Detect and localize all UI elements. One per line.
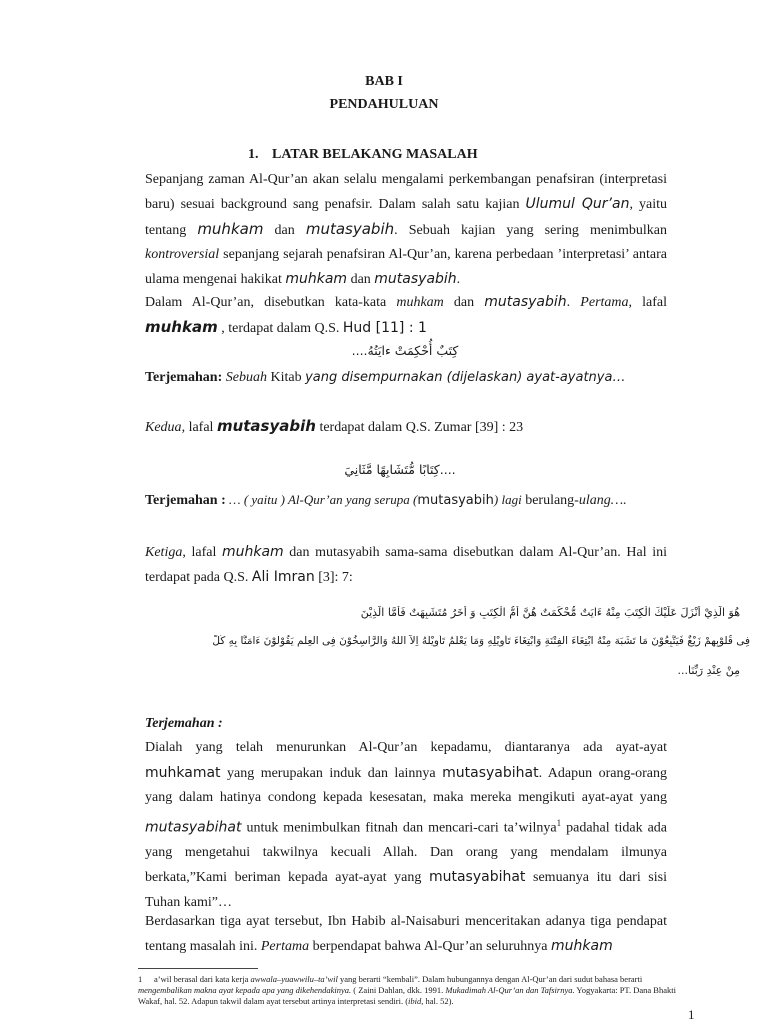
footnote-ref[interactable]: 1 [556,817,562,828]
section-heading [248,147,478,163]
arabic-verse-zumar: ....كِتَابًا مُّتَشَابِهًا مَّثَانِيَ [344,462,456,477]
page-number: 1 [688,1007,695,1022]
translation-imran-label: Terjemahan : [145,716,223,731]
paragraph-naisaburi: Berdasarkan tiga ayat tersebut, Ibn Habib al-Naisaburi menceritakan adanya tiga pendapat tentang masalah ini. Pertama berpendapat bahwa Al-Qur’an seluruhnya muhkam [145,914,667,954]
arabic-verse-hud: كِتَبٌ أُحْكِمَتْ ءايَتُهُ.... [351,343,459,358]
footnote: 1 a’wil berasal dari kata kerja awwala–yuawwilu–ta’wil yang berarti “kembali”. Dalam hubungannya dengan Al-Qur’an dari sudut bahasa berarti mengembalikan makna ayat kepada apa yang dikehendakinya. ( Zaini Dahlan, dkk. 1991. Mukadimah Al-Qur’an dan Tafsirnya. Yogyakarta: PT. Dana Bhakti Wakaf, hal. 52. Adapun takwil dalam ayat tersebut artinya interpretasi sendiri. (ibid, hal. 52). [138,974,676,1006]
arabic-verse-imran-line3: مِنْ عِنْدِ رَبِّنَا... [677,664,740,677]
chapter-label: BAB I [365,74,403,89]
chapter-title: PENDAHULUAN [329,97,439,112]
translation-zumar: Terjemahan : … ( yaitu ) Al-Qur’an yang serupa (mutasyabih) lagi berulang-ulang…. [145,492,627,508]
section-number: 1. [248,147,259,162]
paragraph-kedua: Kedua, lafal mutasyabih terdapat dalam Q.S. Zumar [39] : 23 [145,417,524,435]
footnote-number: 1 [138,974,143,984]
paragraph-intro: Sepanjang zaman Al-Qur’an akan selalu mengalami perkembangan penafsiran (interpretasi baru) sesuai background sang penafsir. Dalam salah satu kajian Ulumul Qur’an, yaitu tentang muhkam dan mutasyabih. Sebuah kajian yang sering menimbulkan kontroversial sepanjang sejarah penafsiran Al-Qur’an, karena perbedaan ’interpretasi’ antara ulama mengenai hakikat muhkam dan mutasyabih. [145,172,667,287]
translation-hud: Terjemahan: Sebuah Kitab yang disempurnakan (dijelaskan) ayat-ayatnya… [145,370,626,385]
arabic-verse-imran-line2: فِى قُلُوْبِهِمْ زَيْغٌ فَيَتَّبِعُوْنَ مَا تَشَبَهَ مِنْهُ ابْتِغَاءَ الْفِتْنَةِ وَابْتِغَاءَ تَأْوِيْلِهِ وَمَا يَعْلَمُ تَأْوِيْلَهُ اِلاَّ اللهُ وَالرَّاسِخُوْنَ فِى الْعِلْمِ يَقُوْلُوْنَ ءَامَنَّا بِهِ كُلٌّ [212,635,750,647]
paragraph-ketiga: Ketiga, lafal muhkam dan mutasyabih sama-sama disebutkan dalam Al-Qur’an. Hal ini terdapat pada Q.S. Ali Imran [3]: 7: [145,544,667,585]
arabic-verse-imran-line1: هُوَ الَّذِيْ أَنْزَلَ عَلَيْكَ الْكِتَبَ مِنْهُ ءَايَتٌ مُّحْكَمَتٌ هُنَّ أُمُّ الْكِتَبِ وَ أُخَرُ مُتَشَبِهَتٌ فَأَمَّا الَّذِيْنَ [360,606,740,619]
paragraph-translation-imran: Dialah yang telah menurunkan Al-Qur’an kepadamu, diantaranya ada ayat-ayat muhkamat yang merupakan induk dan lainnya mutasyabihat. Adapun orang-orang yang dalam hatinya condong kepada kesesatan, maka mereka mengikuti ayat-ayat yang mutasyabihat untuk menimbulkan fitnah dan mencari-cari ta’wilnya$^1$ padahal tidak ada yang mengetahui takwilnya kecuali Allah. Dan orang yang mendalam ilmunya berkata,”Kami beriman kepada ayat-ayat yang mutasyabihat semuanya itu dari sisi Tuhan kami”… [145,740,668,910]
paragraph-pertama: Dalam Al-Qur’an, disebutkan kata-kata muhkam dan mutasyabih. Pertama, lafal muhkam , terdapat dalam Q.S. Hud [11] : 1 [145,294,668,336]
section-title: LATAR BELAKANG MASALAH [272,147,478,162]
footnote-separator [138,968,258,969]
